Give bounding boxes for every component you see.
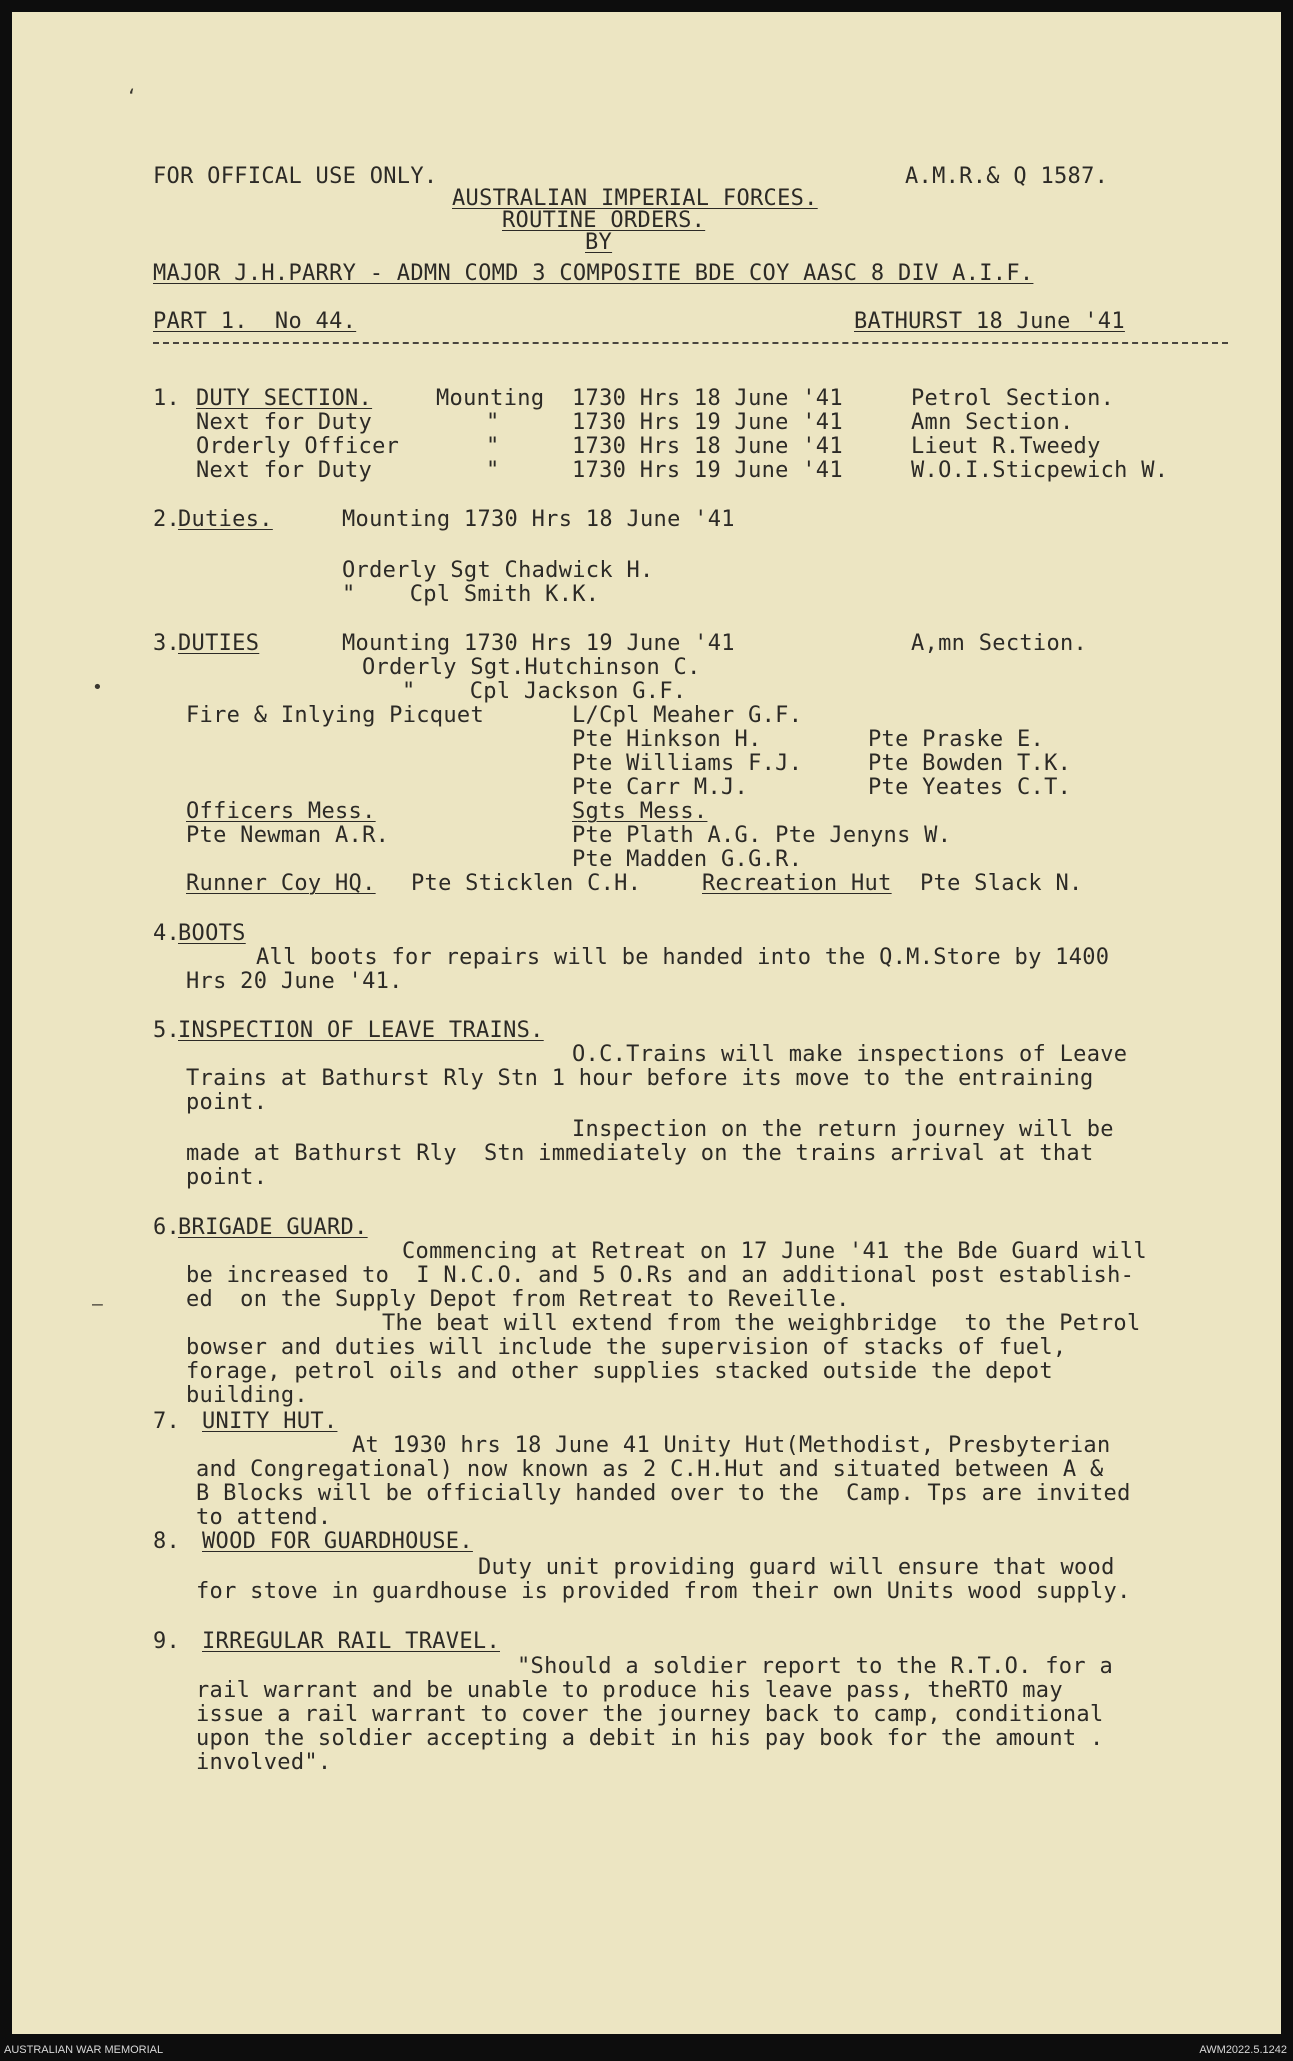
s1-row-b-unit: Amn Section. [911, 410, 1074, 435]
s6-line: The beat will extend from the weighbridge to the Petrol [382, 1311, 1141, 1336]
s1-row-a-time: 1730 Hrs 18 June '41 [572, 386, 843, 411]
s1-row-d-label: Next for Duty [196, 458, 373, 483]
s1-heading: DUTY SECTION. [196, 386, 373, 411]
s3-picquet-member: L/Cpl Meaher G.F. [572, 703, 803, 728]
s5-line: made at Bathurst Rly Stn immediately on the trains arrival at that [186, 1141, 1094, 1166]
s3-picquet-member: Pte Williams F.J. [572, 751, 803, 776]
reference-number: A.M.R.& Q 1587. [905, 164, 1109, 189]
s2-heading: Duties. [178, 507, 273, 532]
s3-picquet-member: Pte Hinkson H. [572, 727, 762, 752]
s4-heading: BOOTS [178, 921, 246, 946]
s5-heading: INSPECTION OF LEAVE TRAINS. [178, 1018, 544, 1043]
s1-row-b-time: 1730 Hrs 19 June '41 [572, 410, 843, 435]
s5-line: point. [186, 1090, 268, 1115]
s3-sgts-mess-line: Pte Madden G.G.R. [572, 847, 803, 872]
s5-line: Trains at Bathurst Rly Stn 1 hour before its move to the entraining [186, 1066, 1094, 1091]
s6-line: ed on the Supply Depot from Retreat to Reveille. [186, 1287, 850, 1312]
s7-number: 7. [153, 1409, 181, 1434]
s1-row-a-unit: Petrol Section. [911, 386, 1115, 411]
title-routine-orders: ROUTINE ORDERS. [502, 208, 706, 233]
s1-row-d-time: 1730 Hrs 19 June '41 [572, 458, 843, 483]
s7-heading: UNITY HUT. [202, 1409, 338, 1434]
document-page [12, 12, 1281, 2034]
s3-number: 3. [153, 631, 181, 656]
s1-row-d-ditto: " [486, 458, 500, 483]
s3-recreation-hut-name: Pte Slack N. [920, 871, 1083, 896]
s6-number: 6. [153, 1215, 181, 1240]
s8-line: Duty unit providing guard will ensure that wood [478, 1555, 1115, 1580]
s3-officers-mess-name: Pte Newman A.R. [186, 823, 390, 848]
archive-footer [0, 2040, 1293, 2061]
s6-line: bowser and duties will include the supervision of stacks of fuel, [186, 1335, 1067, 1360]
s3-picquet-member: Pte Praske E. [868, 727, 1045, 752]
s3-picquet-label: Fire & Inlying Picquet [186, 703, 484, 728]
s5-line: O.C.Trains will make inspections of Leave [572, 1042, 1128, 1067]
s4-line: Hrs 20 June '41. [186, 969, 403, 994]
place-date: BATHURST 18 June '41 [854, 309, 1125, 334]
s6-line: building. [186, 1383, 308, 1408]
official-use-label: FOR OFFICAL USE ONLY. [153, 164, 438, 189]
s9-heading: IRREGULAR RAIL TRAVEL. [202, 1629, 500, 1654]
s2-cpl: " Cpl Smith K.K. [342, 582, 600, 607]
s3-runner: Runner Coy HQ. [186, 871, 376, 896]
archive-name: AUSTRALIAN WAR MEMORIAL [4, 2044, 164, 2056]
paper-mark: • [92, 677, 103, 698]
s7-line: to attend. [196, 1505, 332, 1530]
s7-line: At 1930 hrs 18 June 41 Unity Hut(Methodist, Presbyterian [352, 1433, 1111, 1458]
s5-line: point. [186, 1165, 268, 1190]
s3-heading: DUTIES [178, 631, 260, 656]
s2-mounting: Mounting 1730 Hrs 18 June '41 [342, 507, 735, 532]
s2-orderly-sgt: Orderly Sgt Chadwick H. [342, 558, 654, 583]
s6-line: forage, petrol oils and other supplies stacked outside the depot [186, 1359, 1053, 1384]
s1-row-b-label: Next for Duty [196, 410, 373, 435]
s1-row-d-unit: W.O.I.Sticpewich W. [911, 458, 1169, 483]
s3-picquet-member: Pte Yeates C.T. [868, 775, 1072, 800]
s7-line: B Blocks will be officially handed over to the Camp. Tps are invited [196, 1481, 1131, 1506]
s1-row-a: Mounting [436, 386, 545, 411]
s8-line: for stove in guardhouse is provided from their own Units wood supply. [196, 1579, 1131, 1604]
s9-line: involved". [196, 1750, 332, 1775]
s1-number: 1. [153, 386, 181, 411]
s9-line: issue a rail warrant to cover the journey back to camp, conditional [196, 1702, 1104, 1727]
s2-number: 2. [153, 507, 181, 532]
s9-number: 9. [153, 1629, 181, 1654]
paper-mark: – [92, 1294, 103, 1315]
s1-row-c-unit: Lieut R.Tweedy [911, 434, 1101, 459]
s7-line: and Congregational) now known as 2 C.H.Hut and situated between A & [196, 1457, 1104, 1482]
part-number: PART 1. No 44. [153, 309, 357, 334]
s8-number: 8. [153, 1529, 181, 1554]
paper-mark: ‘ [126, 86, 137, 107]
s1-row-c-ditto: " [486, 434, 500, 459]
s3-picquet-member: Pte Carr M.J. [572, 775, 749, 800]
s1-row-c-time: 1730 Hrs 18 June '41 [572, 434, 843, 459]
s1-row-c-label: Orderly Officer [196, 434, 400, 459]
s3-officers-mess: Officers Mess. [186, 799, 376, 824]
s8-heading: WOOD FOR GUARDHOUSE. [202, 1529, 473, 1554]
s3-picquet-member: Pte Bowden T.K. [868, 751, 1072, 776]
s3-sgts-mess: Sgts Mess. [572, 799, 708, 824]
s4-line: All boots for repairs will be handed into the Q.M.Store by 1400 [256, 945, 1110, 970]
s6-line: Commencing at Retreat on 17 June '41 the Bde Guard will [402, 1239, 1147, 1264]
s9-line: "Should a soldier report to the R.T.O. for a [517, 1654, 1113, 1679]
s3-sgts-mess-line: Pte Plath A.G. Pte Jenyns W. [572, 823, 952, 848]
s5-number: 5. [153, 1018, 181, 1043]
s3-mounting: Mounting 1730 Hrs 19 June '41 [342, 631, 735, 656]
s6-line: be increased to I N.C.O. and 5 O.Rs and an additional post establish- [186, 1263, 1135, 1288]
s5-line: Inspection on the return journey will be [572, 1117, 1114, 1142]
header-divider [153, 342, 1228, 344]
s3-cpl: " Cpl Jackson G.F. [402, 679, 687, 704]
title-by: BY [585, 230, 613, 255]
s3-orderly-sgt: Orderly Sgt.Hutchinson C. [362, 655, 701, 680]
s1-row-b-ditto: " [486, 410, 500, 435]
s9-line: upon the soldier accepting a debit in his pay book for the amount . [196, 1726, 1104, 1751]
s4-number: 4. [153, 921, 181, 946]
s3-recreation-hut: Recreation Hut [702, 871, 892, 896]
issuing-officer: MAJOR J.H.PARRY - ADMN COMD 3 COMPOSITE BDE COY AASC 8 DIV A.I.F. [153, 261, 1034, 286]
s9-line: rail warrant and be unable to produce his leave pass, theRTO may [196, 1678, 1063, 1703]
title-forces: AUSTRALIAN IMPERIAL FORCES. [452, 186, 818, 211]
s6-heading: BRIGADE GUARD. [178, 1215, 368, 1240]
s3-runner-name: Pte Sticklen C.H. [411, 871, 642, 896]
archive-reference: AWM2022.5.1242 [1199, 2044, 1287, 2056]
s3-section: A,mn Section. [911, 631, 1088, 656]
